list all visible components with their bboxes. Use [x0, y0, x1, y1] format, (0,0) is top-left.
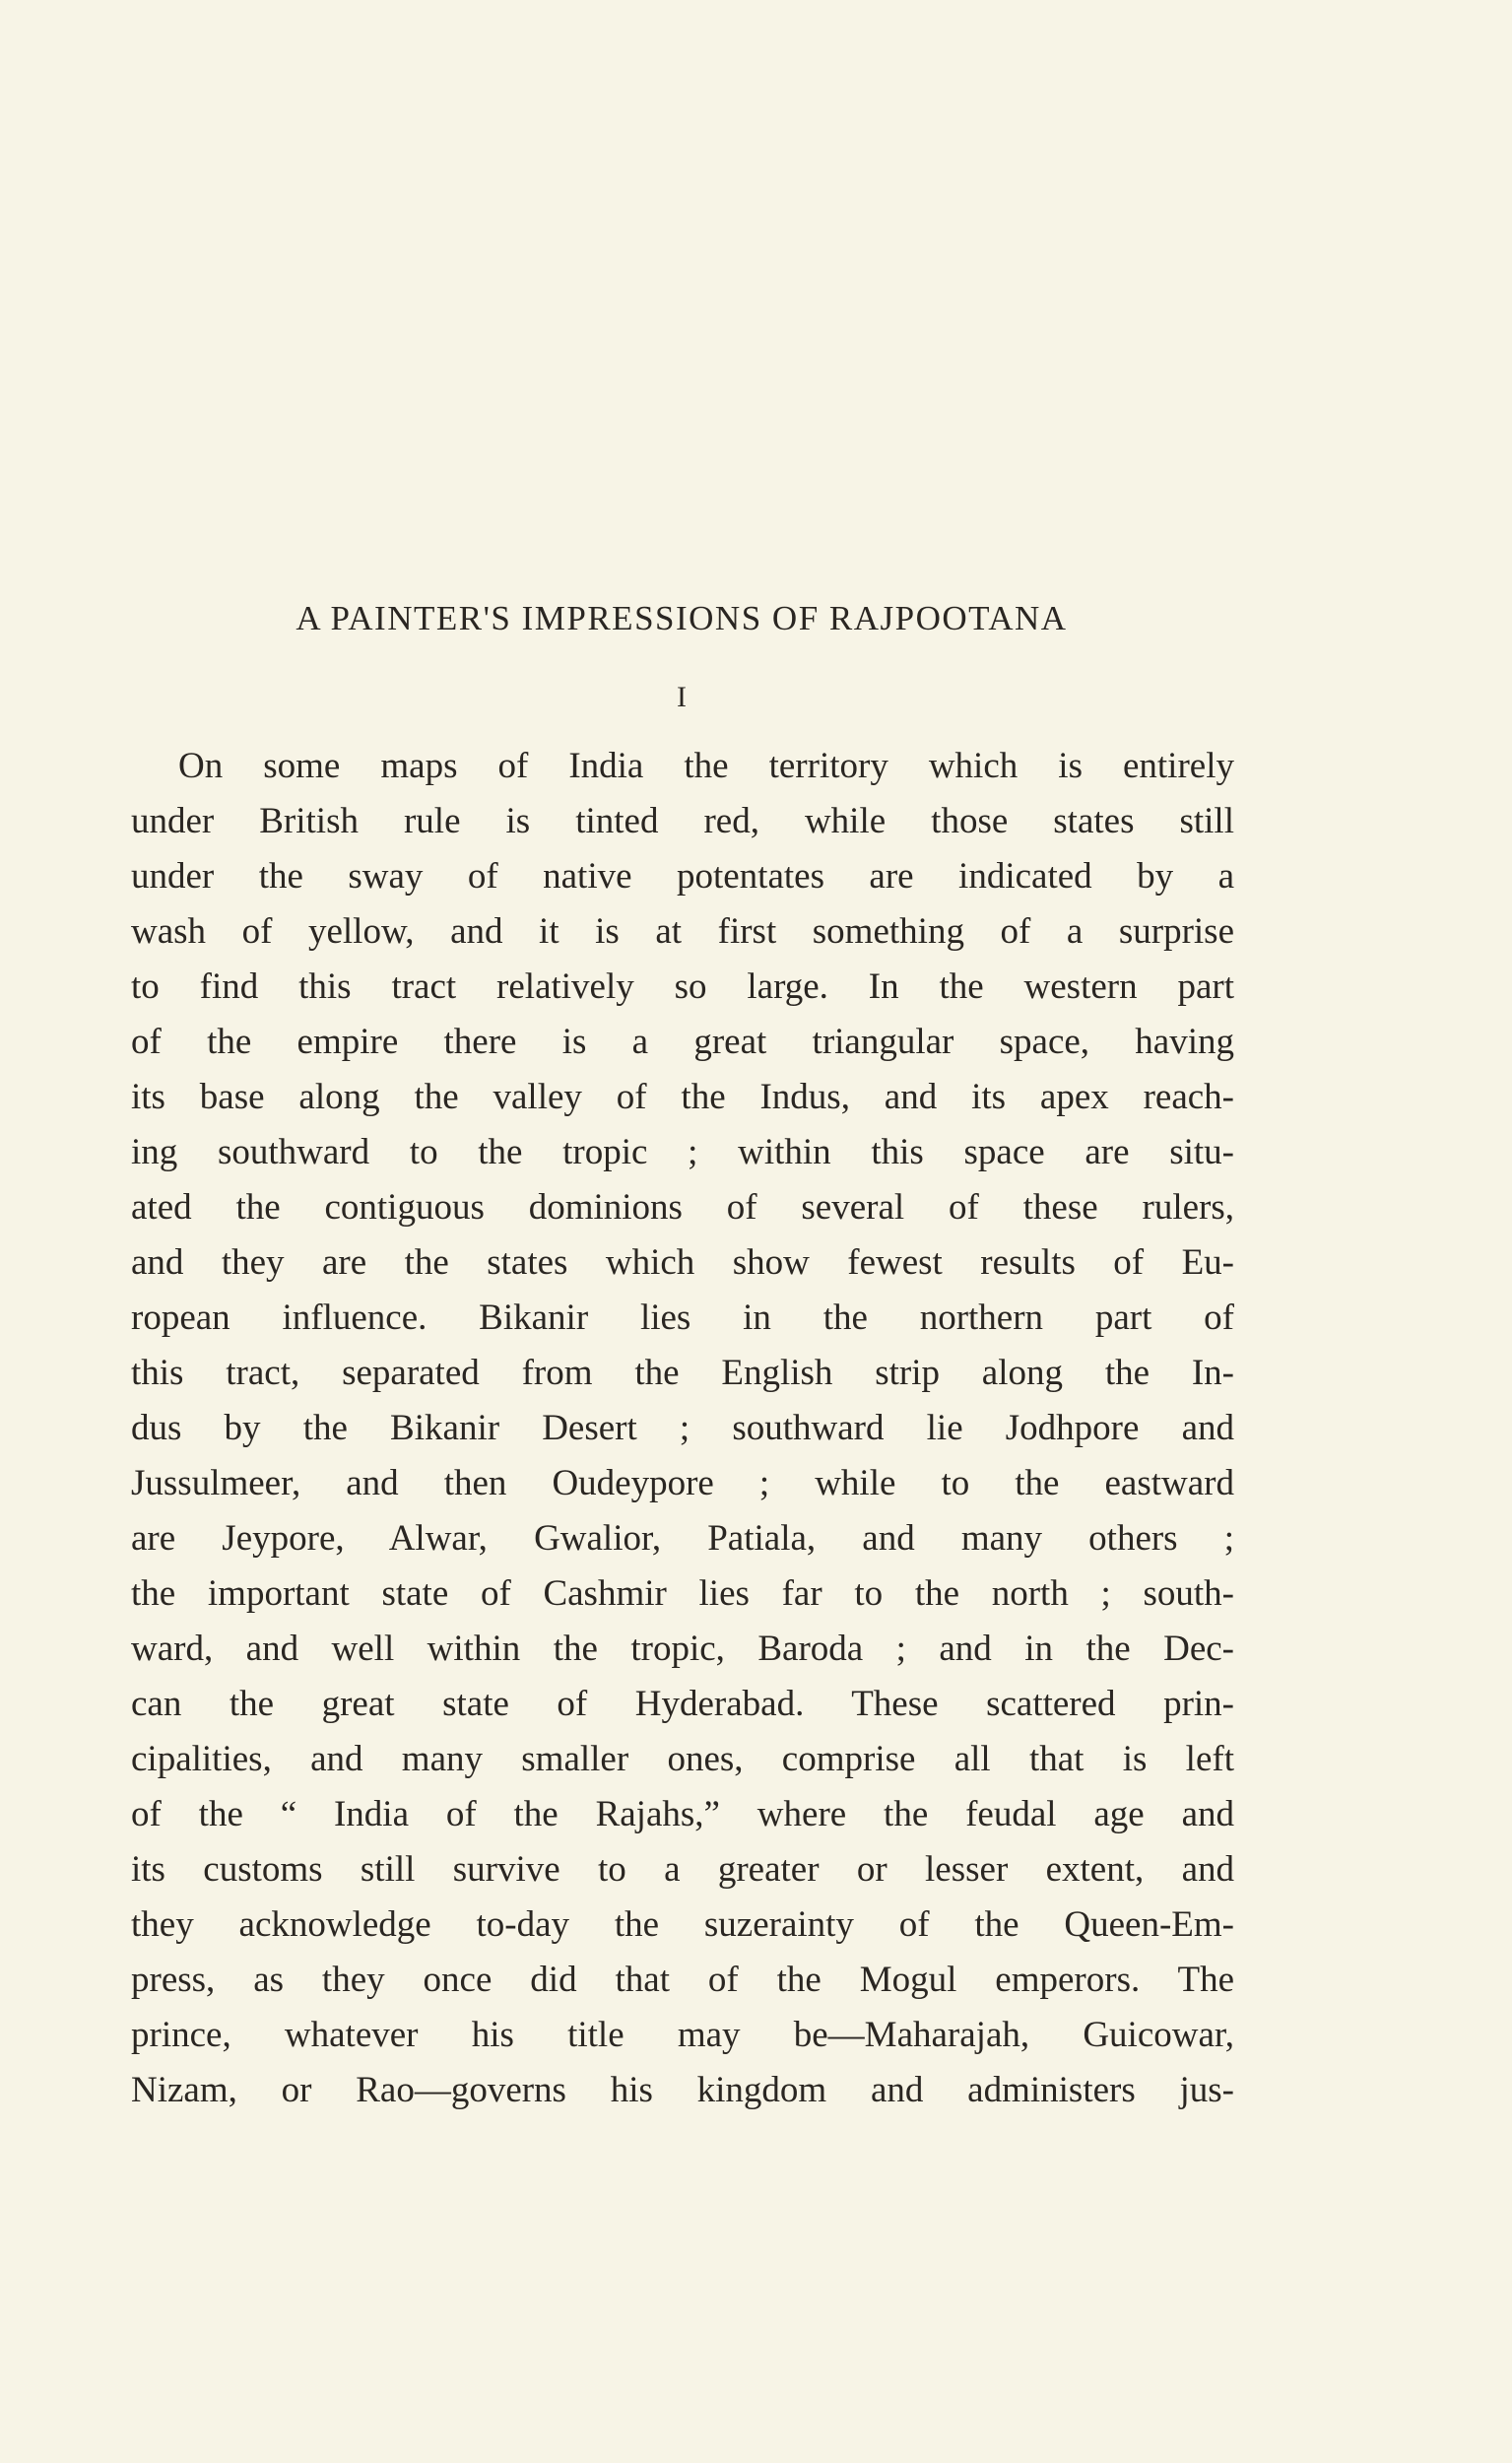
- text-line: its customs still survive to a greater or lesser extent, and: [131, 1849, 1234, 1890]
- text-line: prince, whatever his title may be—Maharajah, Guicowar,: [131, 2015, 1234, 2055]
- text-line: they acknowledge to-day the suzerainty of the Queen-Em-: [131, 1904, 1234, 1945]
- text-line: of the empire there is a great triangular space, having: [131, 1022, 1234, 1062]
- text-line: this tract, separated from the English strip along the In-: [131, 1353, 1234, 1393]
- text-line: cipalities, and many smaller ones, comprise all that is left: [131, 1739, 1234, 1779]
- text-line: to find this tract relatively so large. In the western part: [131, 966, 1234, 1007]
- text-line: and they are the states which show fewest results of Eu-: [131, 1242, 1234, 1283]
- text-line: Nizam, or Rao—governs his kingdom and administers jus-: [131, 2070, 1234, 2110]
- text-line: under the sway of native potentates are indicated by a: [131, 856, 1234, 897]
- text-line: are Jeypore, Alwar, Gwalior, Patiala, and many others ;: [131, 1518, 1234, 1559]
- text-line: ated the contiguous dominions of several of these rulers,: [131, 1187, 1234, 1228]
- text-line: can the great state of Hyderabad. These scattered prin-: [131, 1684, 1234, 1724]
- chapter-title: A PAINTER'S IMPRESSIONS OF RAJPOOTANA: [296, 599, 1068, 637]
- text-line: its base along the valley of the Indus, and its apex reach-: [131, 1077, 1234, 1117]
- section-number: I: [677, 681, 687, 713]
- text-line: ropean influence. Bikanir lies in the northern part of: [131, 1298, 1234, 1338]
- text-line: dus by the Bikanir Desert ; southward lie Jodhpore and: [131, 1408, 1234, 1448]
- text-line: Jussulmeer, and then Oudeypore ; while to the eastward: [131, 1463, 1234, 1503]
- text-line: of the “ India of the Rajahs,” where the feudal age and: [131, 1794, 1234, 1834]
- text-line: On some maps of India the territory which is entirely: [178, 746, 1234, 786]
- text-line: ing southward to the tropic ; within this space are situ-: [131, 1132, 1234, 1172]
- text-line: under British rule is tinted red, while those states still: [131, 801, 1234, 841]
- text-line: press, as they once did that of the Mogul emperors. The: [131, 1960, 1234, 2000]
- text-line: the important state of Cashmir lies far to the north ; south-: [131, 1573, 1234, 1614]
- body-text: [131, 739, 1234, 2118]
- text-line: ward, and well within the tropic, Baroda ; and in the Dec-: [131, 1629, 1234, 1669]
- text-line: wash of yellow, and it is at first something of a surprise: [131, 911, 1234, 952]
